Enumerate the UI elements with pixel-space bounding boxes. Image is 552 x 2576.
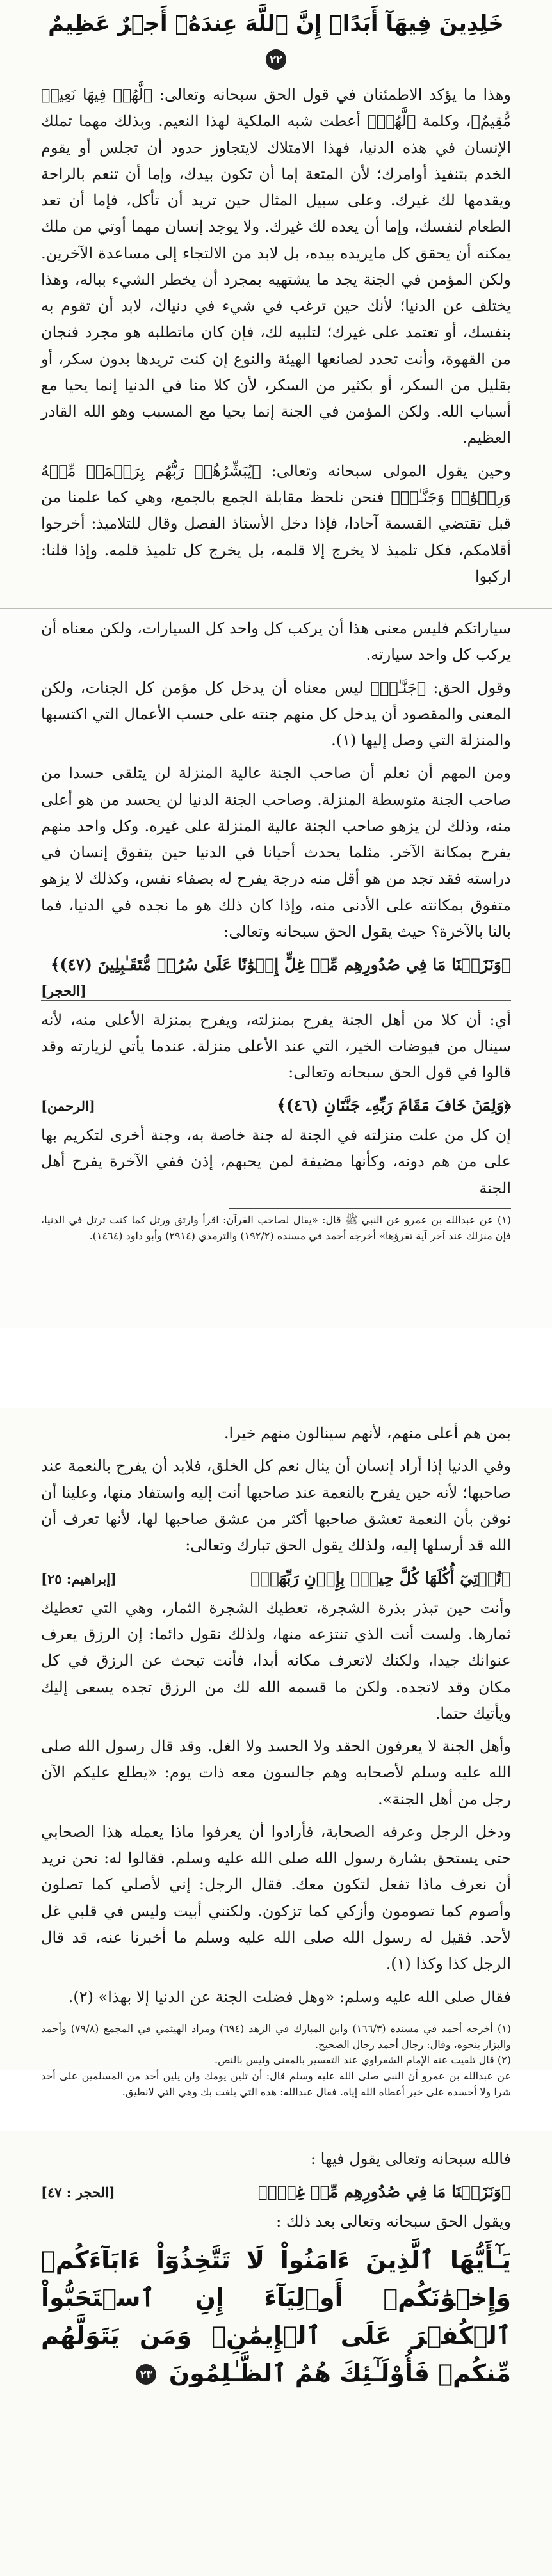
footnote: (١) عن عبدالله بن عمرو عن النبي ﷺ قال: «يقال لصاحب القرآن: اقرأ وارتق ورتل كما كنت ترتل في الدنيا، فإن منزلك عند آخر آية تقرؤها» أخرجه أحمد في مسنده (١٩٢/٢) والترمذي (٢٩١٤) وأبو داود (١٤٦٤). [41,1213,511,1242]
big-verse-text: يَـٰٓأَيُّهَا ٱلَّذِينَ ءَامَنُواْ لَا تَتَّخِذُوٓاْ ءَابَآءَكُمۡ وَإِخۡوَٰنَكُمۡ أَوۡلِيَآءَ إِنِ ٱسۡتَحَبُّواْ ٱلۡكُفۡرَ عَلَى ٱلۡإِيمَٰنِۚ وَمَن يَتَوَلَّهُم مِّنكُمۡ فَأُوْلَـٰٓئِكَ هُمُ ٱلظَّـٰلِمُونَ [41,2246,511,2387]
quran-verse: ﴿تُؤۡتِيٓ أُكُلَهَا كُلَّ حِينِۭ بِإِذۡنِ رَبِّهَاۗ﴾ [250,1569,511,1588]
verse-reference: [الرحمن] [41,1098,95,1115]
verse-reference: [الحجر : ٤٧] [41,2184,115,2201]
page-1 [0,0,552,608]
quran-verse: ﴿وَلِمَنۡ خَافَ مَقَامَ رَبِّهِۦ جَنَّتَانِ (٤٦)﴾ [277,1096,511,1115]
footnote: (٢) قال تلقيت عنه الإمام الشعراوي عند التفسير بالمعنى وليس بالنص. [214,2054,511,2067]
page-3 [0,1408,552,2098]
footnote-divider [229,1208,511,1209]
big-verse-banner [41,2241,511,2392]
paragraph: أي: أن كلا من أهل الجنة يفرح بمنزلته، ويفرح بمنزلة الأعلى منه، لأنه سينال من فيوضات الخير، التي عند الأعلى منزلة. عندما يأتي لزيارته وقد قالوا في قول الحق سبحانه وتعالى: [41,1010,511,1082]
verse-reference: [إبراهيم: ٢٥] [41,1571,117,1587]
paragraph: وهذا ما يؤكد الاطمئنان في قول الحق سبحانه وتعالى: ﴿لَّهُمۡ فِيهَا نَعِيمٞ مُّقِيمٌ﴾، وكلمة ﴿لَّهُمۡ﴾ أعطت شبه الملكية لهذا النعيم. وبذلك مهما تملك الإنسان في هذه الدنيا، فهذا الامتلاك لايتجاوز حدود أن تجلس أو يقوم الخدم بتنفيذ أوامرك؛ لأن المتعة إما أن تكون بيدك، وإما أن تنعم بالراحة ويقدمها لك غيرك. وعلى سبيل المثال حين تريد أن تأكل، فإما أن تعد الطعام لنفسك، وإما أن يعده لك غيرك. ولا يوجد إنسان مهما أوتي من ملك يمكنه أن يحقق كل مايريده بيده، بل لابد من الالتجاء إلى مساعدة الآخرين. ولكن المؤمن في الجنة يجد ما يشتهيه بمجرد أن يخطر الشيء بباله، وهذا يختلف عن الدنيا؛ لأنك حين ترغب في شيء في دنياك، لابد أن تقوم به بنفسك، أو تعتمد على غيرك؛ لتلبيه لك، فإن كان ماتطلبه هو مجرد فنجان من القهوة، وأنت تحدد لصانعها الهيئة والنوع إن كنت تريدها بدون سكر، أو بقليل من السكر، أو بكثير من السكر، لأن كلا منا في الدنيا إنما يحيا مع أسباب الله. ولكن المؤمن في الجنة إنما يحيا مع المسبب وهو الله القادر العظيم. [41,86,511,447]
paragraph: سياراتكم فليس معنى هذا أن يركب كل واحد كل السيارات، ولكن معناه أن يركب كل واحد سيارته. [41,619,511,664]
paragraph: ودخل الرجل وعرفه الصحابة، فأرادوا أن يعرفوا ماذا يعمله هذا الصحابي حتى يستحق بشارة رسول الله صلى الله عليه وسلم. فقالوا له: نحن نريد أن نعرف ماذا تفعل لتكون معك. فقال الرجل: إني لأصلي كما تصلون وأصوم كما تصومون وأزكي كما تزكون. ولكنني أبيت وليس في قلبي غل لأحد. فقيل له رسول الله صلى الله عليه وسلم ما أخبرنا عنه، قد قال الرجل كذا وكذا (١). [41,1822,512,1973]
paragraph: وقول الحق: ﴿جَنَّـٰتٖ﴾ ليس معناه أن يدخل كل مؤمن كل الجنات، ولكن المعنى والمقصود أن يدخل كل منهم جنته على حسب الأعمال التي اكتسبها والمنزلة التي وصل إليها (١). [41,678,511,750]
paragraph: وحين يقول المولى سبحانه وتعالى: ﴿يُبَشِّرُهُمۡ رَبُّهُم بِرَحۡمَةٖ مِّنۡهُ وَرِضۡوَٰنٖ وَجَنَّـٰتٖ﴾ فنحن نلحظ مقابلة الجمع بالجمع، وهي كما علمنا من قبل تقتضي القسمة آحادا، فإذا دخل الأستاذ الفصل وقال للتلاميذ: أخرجوا أقلامكم، فكل تلميذ لا يخرج إلا قلمه، بل يخرج كل تلميذ قلمه. وإذا قلنا: اركبوا [41,461,511,585]
footnote: (١) أخرجه أحمد في مسنده (١٦٦/٣) وابن المبارك في الزهد (٦٩٤) ومراد الهيثمي في المجمع (٧٩/٨) وأحمد والبزار بنحوه، وقال: رجال أحمد رجال الصحيح. [41,2022,511,2051]
verse-row [41,1565,511,1593]
paragraph: ويقول الحق سبحانه وتعالى بعد ذلك : [276,2212,511,2230]
ayah-number-badge: ٢٣ [136,2364,156,2385]
header-verse-banner [41,0,511,82]
verse-row [41,2179,511,2206]
footnote: عن عبدالله بن عمرو أن النبي صلى الله عليه وسلم قال: أن تلين يومك ولن يلين أحد من المسلمين على أحد شرا ولا أحسده على خير أعطاه الله إياه. فقال عبدالله: هذه التي بلغت بك وهي التي لانطيق. [41,2070,511,2098]
verse-reference: [الحجر] [41,983,511,1001]
page-separator [0,1328,552,1408]
paragraph: فقال صلى الله عليه وسلم: «وهل فضلت الجنة عن الدنيا إلا بهذا» (٢). [68,1987,511,2006]
paragraph: وأهل الجنة لا يعرفون الحقد ولا الحسد ولا الغل. وقد قال رسول الله صلى الله عليه وسلم لأصحابه وهم جالسون معه ذات يوم: «يطلع عليكم الآن رجل من أهل الجنة». [41,1737,511,1808]
quran-verse: ﴿وَنَزَعۡنَا مَا فِي صُدُورِهِم مِّنۡ غِلٍّ إِخۡوَٰنًا عَلَىٰ سُرُرٖ مُّتَقَـٰبِلِينَ (٤٧)﴾ [50,955,511,974]
verse-row [41,1092,511,1120]
header-verse-text: خَلِدِينَ فِيهَآ أَبَدًاۚ إِنَّ ٱللَّهَ عِندَهُۥٓ أَجۡرٌ عَظِيمٌ [48,11,504,36]
paragraph: وأنت حين تبذر بذرة الشجرة، تعطيك الشجرة الثمار، وهي التي تعطيك ثمارها. ولست أنت الذي تنتزعه منها، ولذلك نقول دائما: إن الرزق يعرف عنوانك جيدا، ولكنك لاتعرف مكانه أبدا، فأنت تبحث عن الرزق في كل مكان وقد لاتجده. ولكن ما قسمه الله لك من الرزق تجده يسعى إليك ويأتيك حتما. [41,1598,511,1722]
paragraph: إن كل من علت منزلته في الجنة له جنة خاصة به، وجنة أخرى لتكريم بها على من هم دونه، وكأنها مضيفة لمن يحبهم، إذن ففي الآخرة يفرح أهل الجنة [41,1125,511,1197]
quran-verse: ﴿وَنَزَعۡنَا مَا فِي صُدُورِهِم مِّنۡ غِلّٖ﴾ [257,2182,511,2202]
page-2 [0,608,552,1328]
paragraph: ومن المهم أن نعلم أن صاحب الجنة عالية المنزلة لن يتلقى حسدا من صاحب الجنة متوسطة المنزلة. وصاحب الجنة الدنيا لن يحسد من هو أعلى منه، وذلك لن يزهو صاحب الجنة عالية المنزلة على غيره. وكل واحد منهم يفرح بمكانة الآخر. مثلما يحدث أحيانا في الدنيا حين يتفوق إنسان في دراسته فقد تجد من هو أقل منه درجة يفرح له بصفاء نفس، وكذلك لا يزهو متفوق بمكانته على الأدنى منه، وإذا كان ذلك هو ما نجده في الدنيا، فما بالنا بالآخرة؟ حيث يقول الحق سبحانه وتعالى: [41,764,512,941]
page-4 [0,2131,552,2576]
ayah-number-badge: ٢٢ [266,49,286,70]
paragraph: وفي الدنيا إذا أراد إنسان أن ينال نعم كل الخلق، فلابد أن يفرح بالنعمة عند صاحبها؛ لأنه حين يفرح بالنعمة عند صاحبها أنت إليه واستفاد منها، وعلينا أن نوقن بأن النعمة تعشق صاحبها أكثر من عشق صاحبها لها، لأنها تعرف أن الله قد أرسلها إليه، ولذلك يقول الحق تبارك وتعالى: [41,1457,511,1555]
paragraph: بمن هم أعلى منهم، لأنهم سينالون منهم خيرا. [223,1424,511,1442]
paragraph: فالله سبحانه وتعالى يقول فيها : [310,2150,511,2168]
